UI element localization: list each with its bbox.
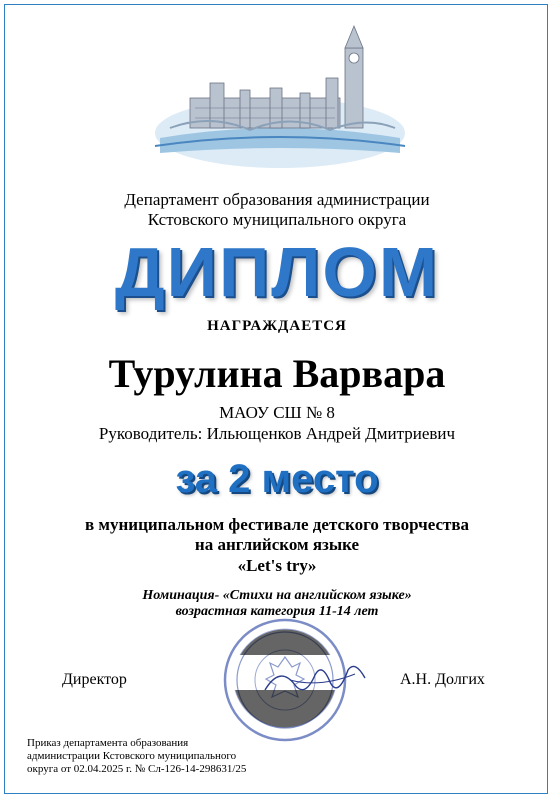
department-line-1: Департамент образования администрации [124,190,430,209]
festival-title: «Let's try» [237,556,317,575]
director-label: Директор [62,671,127,688]
diploma-title: ДИПЛОМ [114,233,440,311]
nomination: Номинация- «Стихи на английском языке» [142,588,412,603]
director-name: А.Н. Долгих [400,671,485,688]
place-award: за 2 место [175,457,379,501]
department-name [0,190,554,230]
festival-line-1: в муниципальном фестивале детского творчества [84,515,470,534]
recipient-leader: Руководитель: Ильющенков Андрей Дмитриевич [98,424,456,443]
department-line-2: Кстовского муниципального округа [147,210,407,229]
order-reference [27,737,287,776]
age-category: возрастная категория 11-14 лет [175,604,379,619]
order-line-3: округа от 02.04.2025 г. № Сл-126-14-298631/25 [27,763,247,775]
order-line-1: Приказ департамента образования [27,737,189,749]
recipient-name: Турулина Варвара [108,351,446,396]
order-line-2: администрации Кстовского муниципального [27,750,237,762]
director-signature [260,660,370,700]
festival-line-2: на английском языке [194,535,360,554]
festival-description [0,515,554,555]
recipient-school: МАОУ СШ № 8 [219,403,335,422]
awarded-label: НАГРАЖДАЕТСЯ [207,318,347,334]
london-parliament-illustration [150,18,410,178]
